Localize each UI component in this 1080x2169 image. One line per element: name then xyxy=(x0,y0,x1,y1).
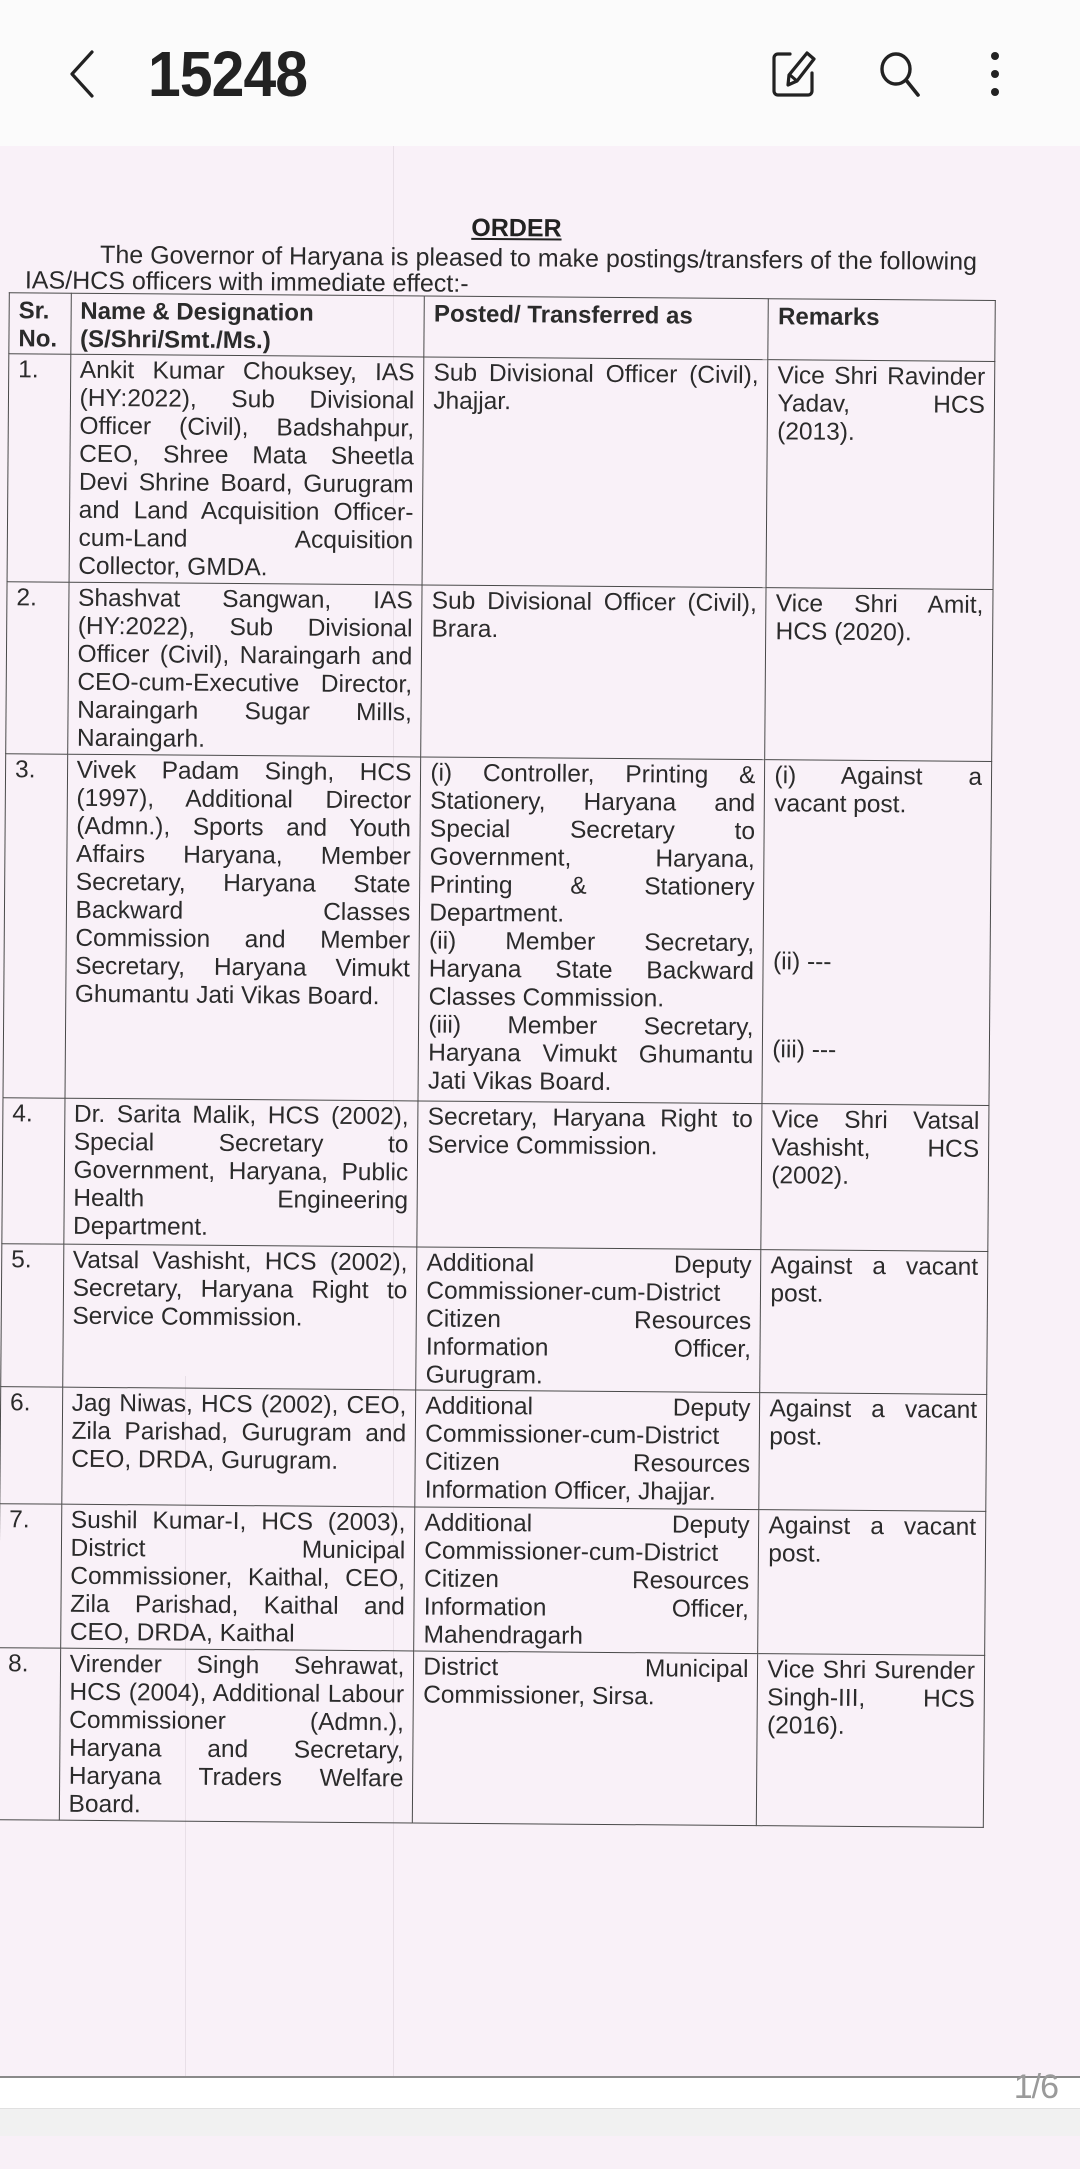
row-sr: 8. xyxy=(0,1648,60,1820)
row-sr: 3. xyxy=(3,754,67,1098)
row-name-designation: Jag Niwas, HCS (2002), CEO, Zila Parishad, Gurugram and CEO, DRDA, Gurugram. xyxy=(61,1387,416,1507)
row-name-designation: Sushil Kumar-I, HCS (2003), District Municipal Commissioner, Kaithal, CEO, Zila Parishad, Kaithal and CEO, DRDA, Kaithal xyxy=(60,1504,415,1651)
row-name-designation: Vatsal Vashisht, HCS (2002), Secretary, Haryana Right to Service Commission. xyxy=(62,1244,417,1390)
row-sr: 1. xyxy=(7,354,70,582)
row-posted-as: Secretary, Haryana Right to Service Commission. xyxy=(417,1101,762,1250)
edit-note-icon xyxy=(770,49,820,99)
table-row xyxy=(3,754,992,1106)
row-posted-as: Additional Deputy Commissioner-cum-District Citizen Resources Information Officer, Jhajjar. xyxy=(415,1390,760,1510)
row-sr: 7. xyxy=(0,1504,61,1648)
row-posted-as xyxy=(418,757,765,1104)
row-posted-as: Sub Divisional Officer (Civil), Brara. xyxy=(421,585,766,760)
row-sr: 4. xyxy=(2,1098,65,1244)
table-row xyxy=(0,1648,985,1828)
posting-item: (ii) Member Secretary, Haryana State Backward Classes Commission. xyxy=(428,927,755,1013)
back-button[interactable] xyxy=(58,46,108,102)
row-remarks: Vice Shri Vatsal Vashisht, HCS (2002). xyxy=(761,1104,989,1252)
document-title: 15248 xyxy=(148,38,308,110)
next-page-preview[interactable] xyxy=(0,2136,1080,2169)
search-button[interactable] xyxy=(870,44,930,104)
table-row xyxy=(6,582,993,762)
order-heading: ORDER xyxy=(471,213,562,243)
posting-item: (iii) Member Secretary, Haryana Vimukt Ghumantu Jati Vikas Board. xyxy=(427,1011,754,1096)
page-indicator: 1/6 xyxy=(1013,2068,1058,2106)
row-remarks: Vice Shri Surender Singh-III, HCS (2016). xyxy=(757,1654,985,1828)
order-intro: The Governor of Haryana is pleased to make postings/transfers of the following IAS/HCS officers with immediate effect:- xyxy=(24,240,978,298)
row-remarks: Against a vacant post. xyxy=(760,1250,988,1395)
app-bar xyxy=(0,0,1080,147)
remark-item: (i) Against a vacant post. xyxy=(774,762,983,819)
row-posted-as: District Municipal Commissioner, Sirsa. xyxy=(413,1651,758,1826)
remark-item: (iii) --- xyxy=(772,1036,837,1064)
table-header-row xyxy=(9,293,995,362)
posting-item: (i) Controller, Printing & Stationery, Haryana and Special Secretary to Government, Haryana, Printing & Stationery Department. xyxy=(429,759,756,928)
table-row xyxy=(2,1098,989,1252)
column-header-remarks: Remarks xyxy=(768,299,995,362)
column-header-posted: Posted/ Transferred as xyxy=(424,296,769,360)
row-remarks xyxy=(762,760,991,1106)
table-row xyxy=(0,1504,986,1656)
more-options-button[interactable] xyxy=(965,44,1025,104)
row-name-designation: Vivek Padam Singh, HCS (1997), Additional Director (Admn.), Sports and Youth Affairs Haryana, Member Secretary, Haryana State Backward Classes Commission and Member Secretary, Haryana Vimukt Ghumantu Jati Vikas Board. xyxy=(65,754,421,1101)
row-posted-as: Additional Deputy Commissioner-cum-District Citizen Resources Information Officer, Mahendragarh xyxy=(414,1507,759,1654)
more-vertical-icon xyxy=(985,49,1005,99)
table-row xyxy=(1,1244,988,1395)
document-page[interactable] xyxy=(0,146,1080,2078)
postings-table xyxy=(0,292,996,1828)
search-icon xyxy=(875,49,925,99)
row-posted-as: Sub Divisional Officer (Civil), Jhajjar. xyxy=(422,357,768,588)
column-header-sr: Sr. No. xyxy=(9,293,71,354)
row-name-designation: Dr. Sarita Malik, HCS (2002), Special Secretary to Government, Haryana, Public Health Engineering Department. xyxy=(63,1098,418,1247)
edit-button[interactable] xyxy=(765,44,825,104)
row-name-designation: Ankit Kumar Chouksey, IAS (HY:2022), Sub Divisional Officer (Civil), Badshahpur, CEO, Shree Mata Sheetla Devi Shrine Board, Gurugram and Land Acquisition Officer-cum-Land Acquisition Collector, GMDA. xyxy=(69,354,424,585)
row-sr: 2. xyxy=(6,582,69,754)
row-posted-as: Additional Deputy Commissioner-cum-District Citizen Resources Information Officer, Gurugram. xyxy=(416,1247,761,1393)
row-sr: 6. xyxy=(0,1387,62,1504)
row-name-designation: Virender Singh Sehrawat, HCS (2004), Additional Labour Commissioner (Admn.), Haryana and Secretary, Haryana Traders Welfare Board. xyxy=(59,1648,414,1823)
document-content xyxy=(0,146,1080,2078)
row-sr: 5. xyxy=(1,1244,64,1387)
chevron-left-icon xyxy=(68,49,98,99)
table-row xyxy=(7,354,995,590)
column-header-name: Name & Designation (S/Shri/Smt./Ms.) xyxy=(70,293,424,357)
table-row xyxy=(0,1387,987,1512)
row-remarks: Against a vacant post. xyxy=(759,1393,986,1512)
row-remarks: Vice Shri Ravinder Yadav, HCS (2013). xyxy=(766,360,994,590)
remark-item: (ii) --- xyxy=(772,948,832,976)
row-remarks: Against a vacant post. xyxy=(758,1510,986,1656)
row-name-designation: Shashvat Sangwan, IAS (HY:2022), Sub Divisional Officer (Civil), Naraingarh and CEO-cum-Executive Director, Naraingarh Sugar Mills, Naraingarh. xyxy=(67,582,422,757)
row-remarks: Vice Shri Amit, HCS (2020). xyxy=(765,588,993,762)
page-bottom-strip xyxy=(0,2078,1080,2108)
page-gap xyxy=(0,2108,1080,2137)
